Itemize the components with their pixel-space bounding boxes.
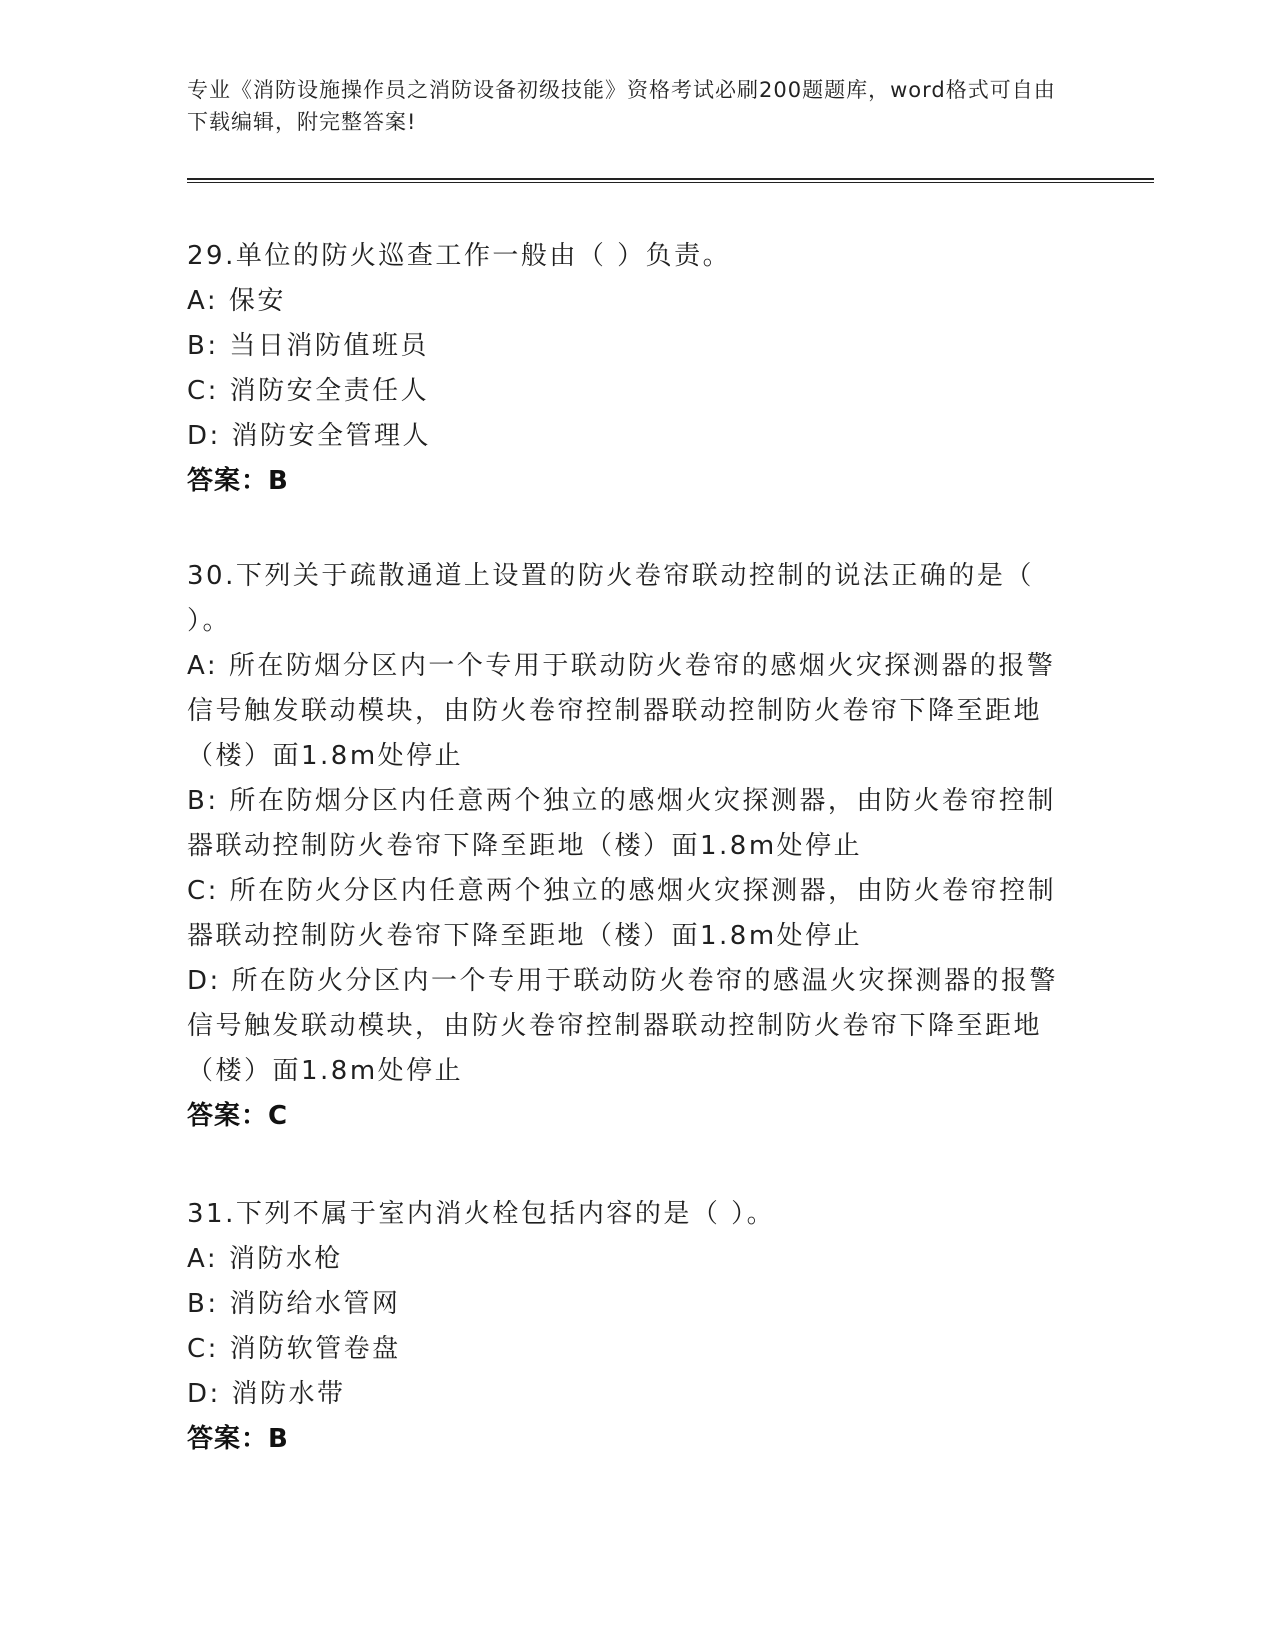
document-header: 专业《消防设施操作员之消防设备初级技能》资格考试必刷200题题库，word格式可自由下载编辑，附完整答案!	[187, 78, 1056, 134]
option-a: A: 消防水枪	[187, 1244, 343, 1274]
option-d: D: 所在防火分区内一个专用于联动防火卷帘的感温火灾探测器的报警信号触发联动模块，由防火卷帘控制器联动控制防火卷帘下降至距地（楼）面1.8m处停止	[187, 966, 1059, 1086]
question-stem: 29.单位的防火巡查工作一般由（ ）负责。	[187, 241, 732, 271]
option-b: B: 所在防烟分区内任意两个独立的感烟火灾探测器，由防火卷帘控制器联动控制防火卷帘下降至距地（楼）面1.8m处停止	[187, 786, 1056, 861]
option-b: B: 当日消防值班员	[187, 331, 429, 361]
question-stem: 30.下列关于疏散通道上设置的防火卷帘联动控制的说法正确的是（ ）。	[187, 561, 1034, 636]
question-31	[187, 1192, 1077, 1462]
answer-label: 答案：B	[187, 1424, 289, 1454]
option-d: D: 消防安全管理人	[187, 421, 432, 451]
question-30	[187, 554, 1077, 1139]
answer-label: 答案：B	[187, 466, 289, 496]
header-divider-thin	[187, 182, 1154, 183]
option-c: C: 消防软管卷盘	[187, 1334, 401, 1364]
option-c: C: 消防安全责任人	[187, 376, 430, 406]
option-c: C: 所在防火分区内任意两个独立的感烟火灾探测器，由防火卷帘控制器联动控制防火卷帘下降至距地（楼）面1.8m处停止	[187, 876, 1057, 951]
option-a: A: 所在防烟分区内一个专用于联动防火卷帘的感烟火灾探测器的报警信号触发联动模块，由防火卷帘控制器联动控制防火卷帘下降至距地（楼）面1.8m处停止	[187, 651, 1056, 771]
option-a: A: 保安	[187, 286, 286, 316]
option-d: D: 消防水带	[187, 1379, 346, 1409]
header-divider-thick	[187, 178, 1154, 180]
question-stem: 31.下列不属于室内消火栓包括内容的是（ ）。	[187, 1199, 776, 1229]
option-b: B: 消防给水管网	[187, 1289, 401, 1319]
answer-label: 答案：C	[187, 1101, 289, 1131]
question-29	[187, 234, 1077, 504]
